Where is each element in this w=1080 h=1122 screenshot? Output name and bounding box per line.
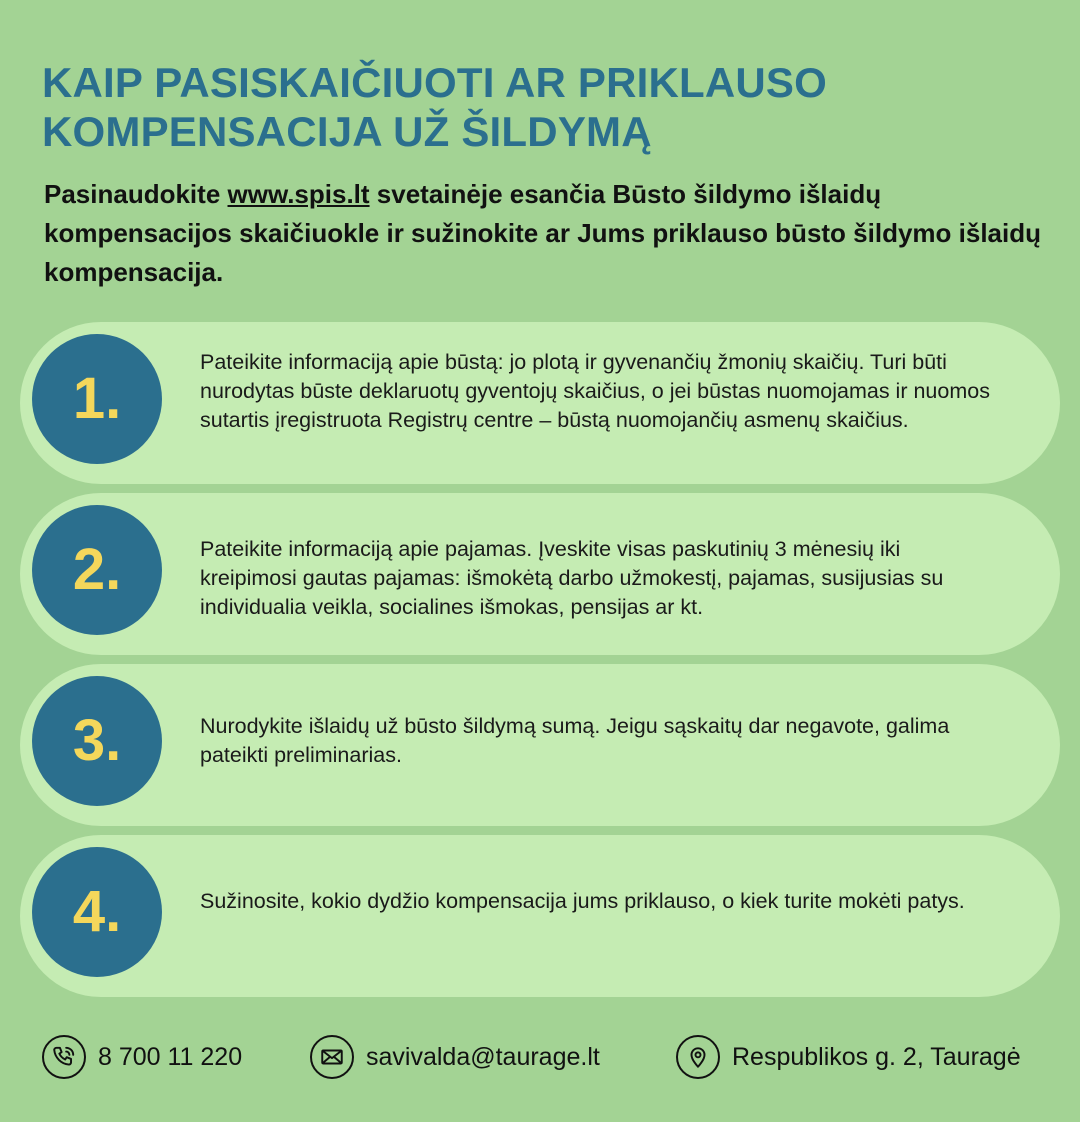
step-number-badge xyxy=(32,676,162,806)
step-text: Pateikite informaciją apie pajamas. Įveskite visas paskutinių 3 mėnesių iki kreipimosi gautas pajamas: išmokėtą darbo užmokestį, pajamas, susijusias su individualia veikla, socialines išmokas, pensijas ar kt. xyxy=(200,537,944,619)
step-number-badge xyxy=(32,334,162,464)
page-title xyxy=(42,58,1042,156)
step-number: 1. xyxy=(72,366,122,431)
contact-phone[interactable] xyxy=(42,1032,242,1082)
step-text: Pateikite informaciją apie būstą: jo plotą ir gyvenančių žmonių skaičių. Turi būti nurodytas būste deklaruotų gyventojų skaičius, o jei būstas nuomojamas ir nuomos sutartis įregistruota Registrų centre – būstą nuomojančių asmenų skaičius. xyxy=(200,350,990,432)
address: Respublikos g. 2, Tauragė xyxy=(732,1042,1021,1071)
phone-icon xyxy=(42,1035,86,1079)
title-line-1: KAIP PASISKAIČIUOTI AR PRIKLAUSO xyxy=(42,59,828,106)
step-card-4 xyxy=(20,835,1060,997)
step-text: Nurodykite išlaidų už būsto šildymą sumą. Jeigu sąskaitų dar negavote, galima pateikti preliminarias. xyxy=(200,714,950,767)
step-text: Sužinosite, kokio dydžio kompensacija jums priklauso, o kiek turite mokėti patys. xyxy=(200,889,965,913)
mail-icon xyxy=(310,1035,354,1079)
intro-text xyxy=(44,175,1044,292)
step-card-3 xyxy=(20,664,1060,826)
step-number: 3. xyxy=(72,708,122,773)
contact-address[interactable] xyxy=(676,1032,1021,1082)
intro-prefix: Pasinaudokite xyxy=(44,179,228,209)
title-line-2: KOMPENSACIJA UŽ ŠILDYMĄ xyxy=(42,108,652,155)
email-address: savivalda@taurage.lt xyxy=(366,1042,600,1071)
spis-link[interactable]: www.spis.lt xyxy=(227,179,370,209)
contact-email[interactable] xyxy=(310,1032,600,1082)
location-pin-icon xyxy=(676,1035,720,1079)
step-number-badge xyxy=(32,505,162,635)
step-number-badge xyxy=(32,847,162,977)
phone-number: 8 700 11 220 xyxy=(98,1042,243,1071)
step-card-1 xyxy=(20,322,1060,484)
step-number: 4. xyxy=(72,879,122,944)
intro-suffix: svetainėje esančia Būsto šildymo išlaidų kompensacijos skaičiuokle ir sužinokite ar Jums priklauso būsto šildymo išlaidų kompensacija. xyxy=(44,179,1041,287)
step-card-2 xyxy=(20,493,1060,655)
step-number: 2. xyxy=(72,537,122,602)
